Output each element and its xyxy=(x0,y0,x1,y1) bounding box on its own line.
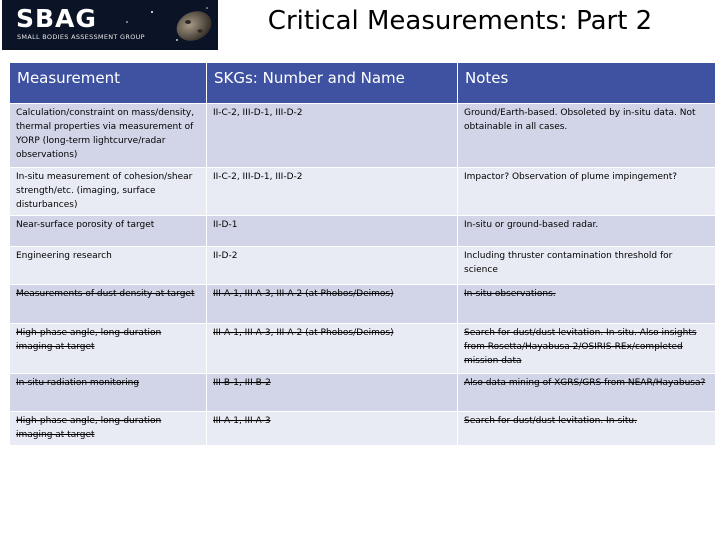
cell-skgs: II-D-2 xyxy=(207,247,458,285)
sbag-logo xyxy=(2,0,218,50)
cell-notes: Impactor? Observation of plume impingement? xyxy=(458,168,716,216)
cell-skgs: II-D-1 xyxy=(207,216,458,247)
cell-measurement: Calculation/constraint on mass/density, thermal properties via measurement of YORP (long-term lightcurve/radar observations) xyxy=(10,104,207,168)
cell-notes: Also data mining of XGRS/GRS from NEAR/Hayabusa? xyxy=(458,374,716,412)
cell-notes: In-situ or ground-based radar. xyxy=(458,216,716,247)
cell-notes: In-situ observations. xyxy=(458,285,716,324)
logo-wordmark: SBAG xyxy=(16,4,97,33)
cell-measurement: Measurements of dust density at target xyxy=(10,285,207,324)
table-row xyxy=(10,247,716,285)
cell-measurement: In-situ measurement of cohesion/shear strength/etc. (imaging, surface disturbances) xyxy=(10,168,207,216)
header-skgs: SKGs: Number and Name xyxy=(207,63,458,104)
table-row xyxy=(10,324,716,374)
table-row xyxy=(10,168,716,216)
cell-skgs: II-C-2, III-D-1, III-D-2 xyxy=(207,104,458,168)
cell-measurement: In-situ radiation monitoring xyxy=(10,374,207,412)
cell-measurement: High-phase angle, long-duration imaging at target xyxy=(10,412,207,446)
cell-notes: Ground/Earth-based. Obsoleted by in-situ data. Not obtainable in all cases. xyxy=(458,104,716,168)
cell-skgs: III-A-1, III-A-3, III-A-2 (at Phobos/Deimos) xyxy=(207,324,458,374)
cell-measurement: Engineering research xyxy=(10,247,207,285)
cell-skgs: III-B-1, III-B-2 xyxy=(207,374,458,412)
cell-notes: Search for dust/dust levitation. In-situ. Also insights from Rosetta/Hayabusa 2/OSIRIS-REx/completed mission data xyxy=(458,324,716,374)
logo-subtitle: SMALL BODIES ASSESSMENT GROUP xyxy=(17,33,145,41)
cell-notes: Including thruster contamination threshold for science xyxy=(458,247,716,285)
header-measurement: Measurement xyxy=(10,63,207,104)
cell-skgs: III-A-1, III-A-3 xyxy=(207,412,458,446)
cell-notes: Search for dust/dust levitation. In-situ. xyxy=(458,412,716,446)
table-row xyxy=(10,374,716,412)
table-row xyxy=(10,285,716,324)
table-header-row xyxy=(10,63,716,104)
cell-skgs: II-C-2, III-D-1, III-D-2 xyxy=(207,168,458,216)
table-row xyxy=(10,216,716,247)
table-row xyxy=(10,104,716,168)
cell-skgs: III-A-1, III-A-3, III-A-2 (at Phobos/Deimos) xyxy=(207,285,458,324)
cell-measurement: High-phase angle, long-duration imaging at target xyxy=(10,324,207,374)
table-row xyxy=(10,412,716,446)
header-notes: Notes xyxy=(458,63,716,104)
page-title: Critical Measurements: Part 2 xyxy=(267,6,653,36)
cell-measurement: Near-surface porosity of target xyxy=(10,216,207,247)
measurements-table xyxy=(9,62,716,446)
